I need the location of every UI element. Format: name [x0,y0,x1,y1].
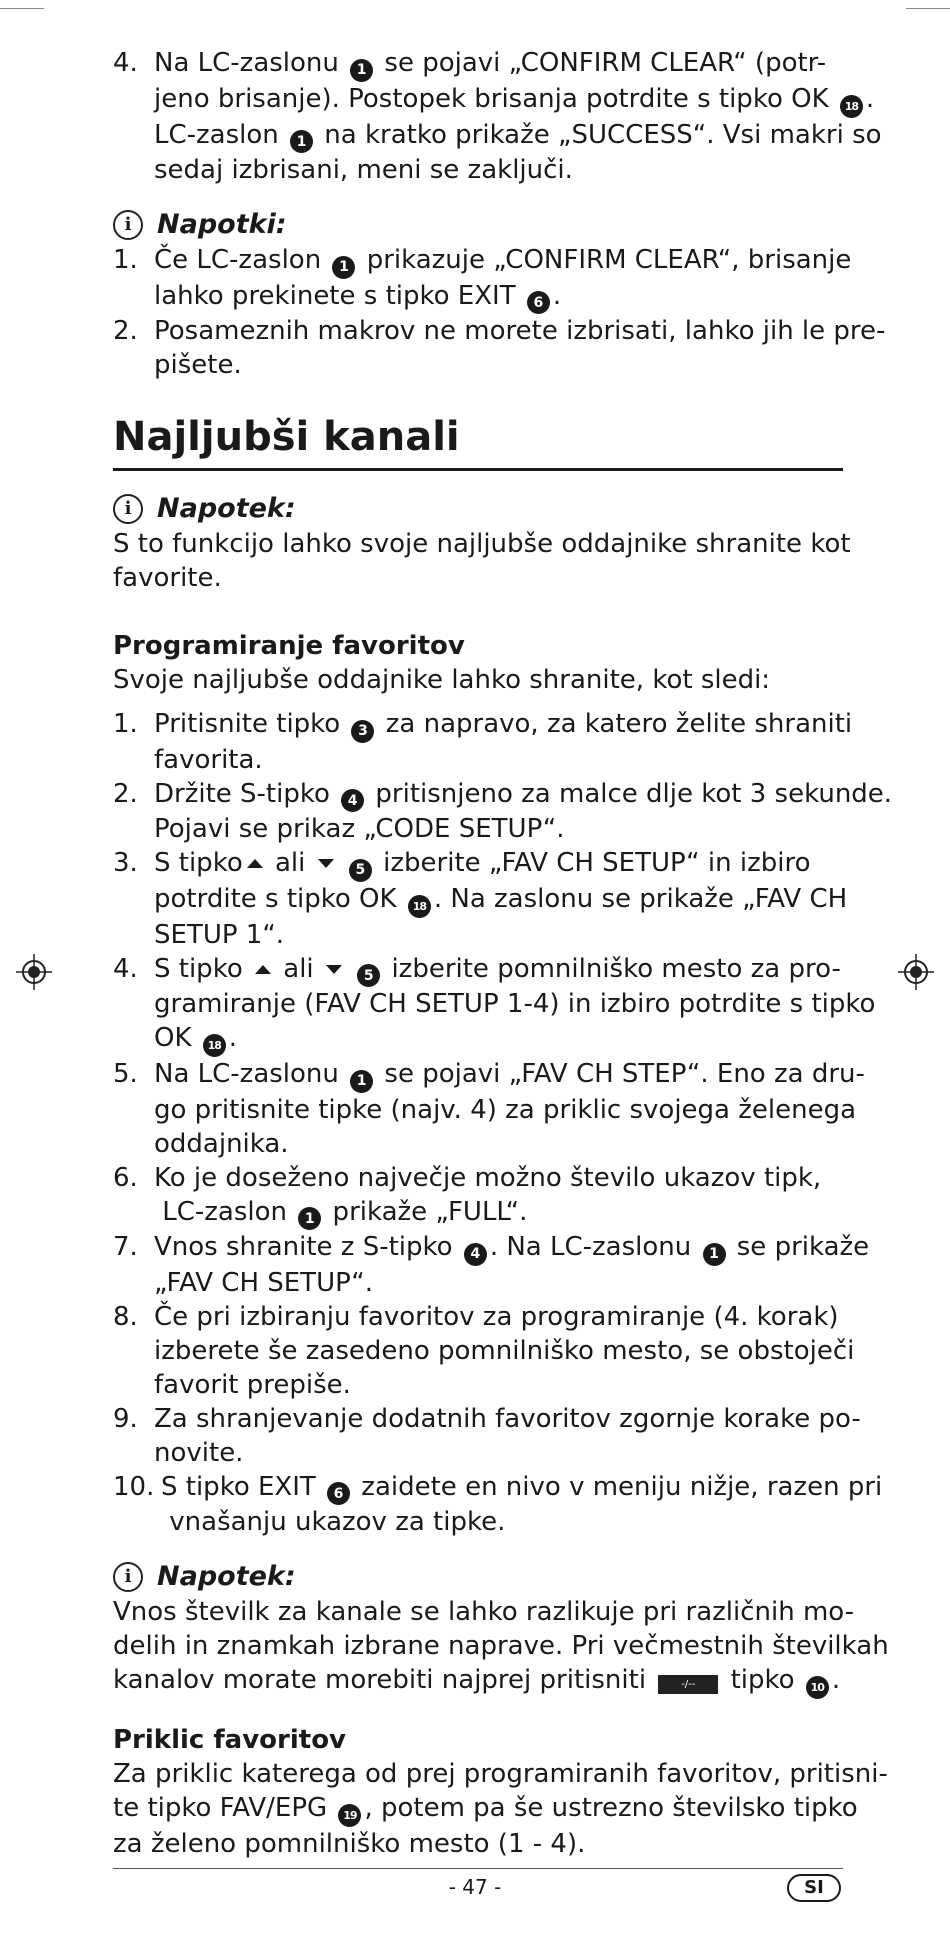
text-line: OK 18 . [154,1021,843,1057]
step-text [154,952,876,1058]
step-9 [113,1402,861,1470]
step-4-continued [113,46,882,187]
info-icon: i [113,210,143,240]
text-line: S to funkcijo lahko svoje najljubše oddajnike shranite kot [113,529,851,559]
step-number: 4. [113,48,138,78]
text-line: te tipko FAV/EPG 19 , potem pa še ustrezno številsko tipko [113,1791,843,1827]
note-box-channel-digits [113,1559,889,1699]
programming-intro: Svoje najljubše oddajnike lahko shranite, kot sledi: [113,665,771,695]
note-title: Napotek: [157,1561,296,1592]
note-heading [113,491,843,527]
text-line: lahko prekinete s tipko EXIT 6 . [154,279,843,315]
note-box-tips [113,207,886,382]
text-line: Če pri izbiranju favoritov za programiranje (4. korak) [154,1301,839,1332]
note-item-text [154,243,852,314]
step-text [154,46,882,187]
note-item [113,314,886,382]
step-text [154,707,853,777]
text-line: LC-zaslon 1 prikaže „FULL“. [154,1195,843,1231]
step-text [154,1057,865,1161]
text-line: S tipko EXIT 6 zaidete en nivo v meniju nižje, razen pri [161,1470,843,1506]
step-number: 8. [113,1301,138,1332]
circled-number-1: 1 [350,1070,373,1093]
step-number: 7. [113,1232,138,1262]
text-line: Ko je doseženo največje možno število ukazov tipk, [154,1162,822,1193]
step-number: 10. [113,1471,155,1502]
step-2 [113,777,893,847]
section-heading: Najljubši kanali [113,412,843,471]
text-line: favorita. [154,744,263,775]
note-title: Napotki: [157,209,287,240]
note-title: Napotek: [157,493,296,524]
step-text [154,1402,861,1470]
info-icon: i [113,494,143,524]
step-text [154,1161,843,1231]
text-line: SETUP 1“. [154,919,285,950]
text-line: Za priklic katerega od prej programiranih favoritov, pritisni- [113,1759,888,1789]
step-6 [113,1161,843,1231]
circled-number-19: 19 [338,1804,361,1827]
text-line: S tipko ali 5 izberite pomnilniško mesto za pro- [154,952,843,988]
step-number: 6. [113,1162,138,1193]
circled-number-1: 1 [332,256,355,279]
text-line: Vnos shranite z S-tipko 4 . Na LC-zaslonu 1 se prikaže [154,1230,843,1266]
text-line: jeno brisanje). Postopek brisanja potrdite s tipko OK 18 . [154,82,843,118]
text-line: Posameznih makrov ne morete izbrisati, lahko jih le pre- [154,316,886,346]
step-4 [113,952,876,1058]
arrow-up-icon [247,859,263,868]
step-5 [113,1057,865,1161]
text-line: Za shranjevanje dodatnih favoritov zgornje korake po- [154,1403,861,1434]
registration-mark-right [898,954,934,990]
text-line: Vnos številk za kanale se lahko razlikuje pri različnih mo- [113,1597,855,1627]
circled-number-10: 10 [806,1676,829,1699]
registration-mark-left [16,954,52,990]
text-line: go pritisnite tipke (najv. 4) za priklic svojega želenega [154,1094,857,1125]
text-line: delih in znamkah izbrane naprave. Pri večmestnih številkah [113,1631,889,1661]
circled-number-1: 1 [703,1243,726,1266]
note-text [113,527,851,595]
step-number: 5. [113,1059,138,1089]
circled-number-1: 1 [290,130,313,153]
text-line: Pojavi se prikaz „CODE SETUP“. [154,814,565,844]
text-line: favorit prepiše. [154,1369,351,1400]
circled-number-5: 5 [349,859,372,882]
note-item-number: 1. [113,245,138,275]
note-item [113,243,852,314]
arrow-down-icon [326,965,342,974]
text-line: Držite S-tipko 4 pritisnjeno za malce dlje kot 3 sekunde. [154,777,843,813]
step-1 [113,707,853,777]
circled-number-1: 1 [298,1207,321,1230]
recall-text [113,1757,888,1861]
text-line: vnašanju ukazov za tipke. [161,1507,506,1537]
language-badge: SI [787,1874,841,1902]
note-box-favorites [113,491,851,595]
circled-number-1: 1 [350,59,373,82]
circled-number-3: 3 [351,720,374,743]
circled-number-6: 6 [527,291,550,314]
text-line: Pritisnite tipko 3 za napravo, za katero želite shraniti [154,707,843,743]
step-10 [113,1470,883,1540]
crop-mark-right [906,8,950,9]
step-text [161,1470,883,1540]
step-number: 3. [113,848,138,878]
crop-mark-left [0,8,44,9]
text-line: kanalov morate morebiti najprej pritisniti -/-- tipko 10 . [113,1663,843,1699]
text-line: pišete. [154,350,242,380]
step-text [154,846,848,952]
step-text [154,1300,855,1402]
step-text [154,777,893,847]
note-item-number: 2. [113,316,138,346]
step-7 [113,1230,870,1300]
subheading-programming: Programiranje favoritov [113,631,465,661]
note-heading [113,207,843,243]
circled-number-18: 18 [408,895,431,918]
circled-number-4: 4 [464,1243,487,1266]
step-number: 1. [113,709,138,739]
text-line: izberete še zasedeno pomnilniško mesto, se obstoječi [154,1335,855,1366]
circled-number-4: 4 [341,789,364,812]
circled-number-5: 5 [357,964,380,987]
step-3 [113,846,848,952]
step-text [154,1230,870,1300]
info-icon: i [113,1562,143,1592]
text-line: novite. [154,1437,244,1468]
step-number: 4. [113,953,138,984]
subheading-recall: Priklic favoritov [113,1725,347,1755]
step-number: 9. [113,1403,138,1434]
text-line: za želeno pomnilniško mesto (1 - 4). [113,1829,586,1859]
key-symbol: -/-- [658,1675,718,1694]
arrow-down-icon [318,859,334,868]
arrow-up-icon [255,965,271,974]
circled-number-18: 18 [840,95,863,118]
note-text [113,1595,889,1699]
text-line: LC-zaslon 1 na kratko prikaže „SUCCESS“. Vsi makri so [154,118,843,154]
text-line: Na LC-zaslonu 1 se pojavi „FAV CH STEP“. Eno za dru- [154,1057,843,1093]
step-8 [113,1300,855,1402]
footer-rule [113,1868,843,1869]
note-item-text [154,314,886,382]
text-line: sedaj izbrisani, meni se zaključi. [154,155,573,185]
note-heading [113,1559,843,1595]
text-line: Če LC-zaslon 1 prikazuje „CONFIRM CLEAR“, brisanje [154,243,843,279]
text-line: S tipko ali 5 izberite „FAV CH SETUP“ in izbiro [154,846,843,882]
text-line: oddajnika. [154,1128,289,1159]
step-number: 2. [113,778,138,809]
text-line: Na LC-zaslonu 1 se pojavi „CONFIRM CLEAR“ (potr- [154,46,843,82]
text-line: potrdite s tipko OK 18 . Na zaslonu se prikaže „FAV CH [154,882,843,918]
circled-number-6: 6 [327,1482,350,1505]
page-number: - 47 - [448,1875,502,1899]
page-content [113,46,893,1861]
text-line: gramiranje (FAV CH SETUP 1-4) in izbiro potrdite s tipko [154,989,876,1019]
text-line: favorite. [113,563,222,593]
circled-number-18: 18 [203,1034,226,1057]
text-line: „FAV CH SETUP“. [154,1267,373,1298]
